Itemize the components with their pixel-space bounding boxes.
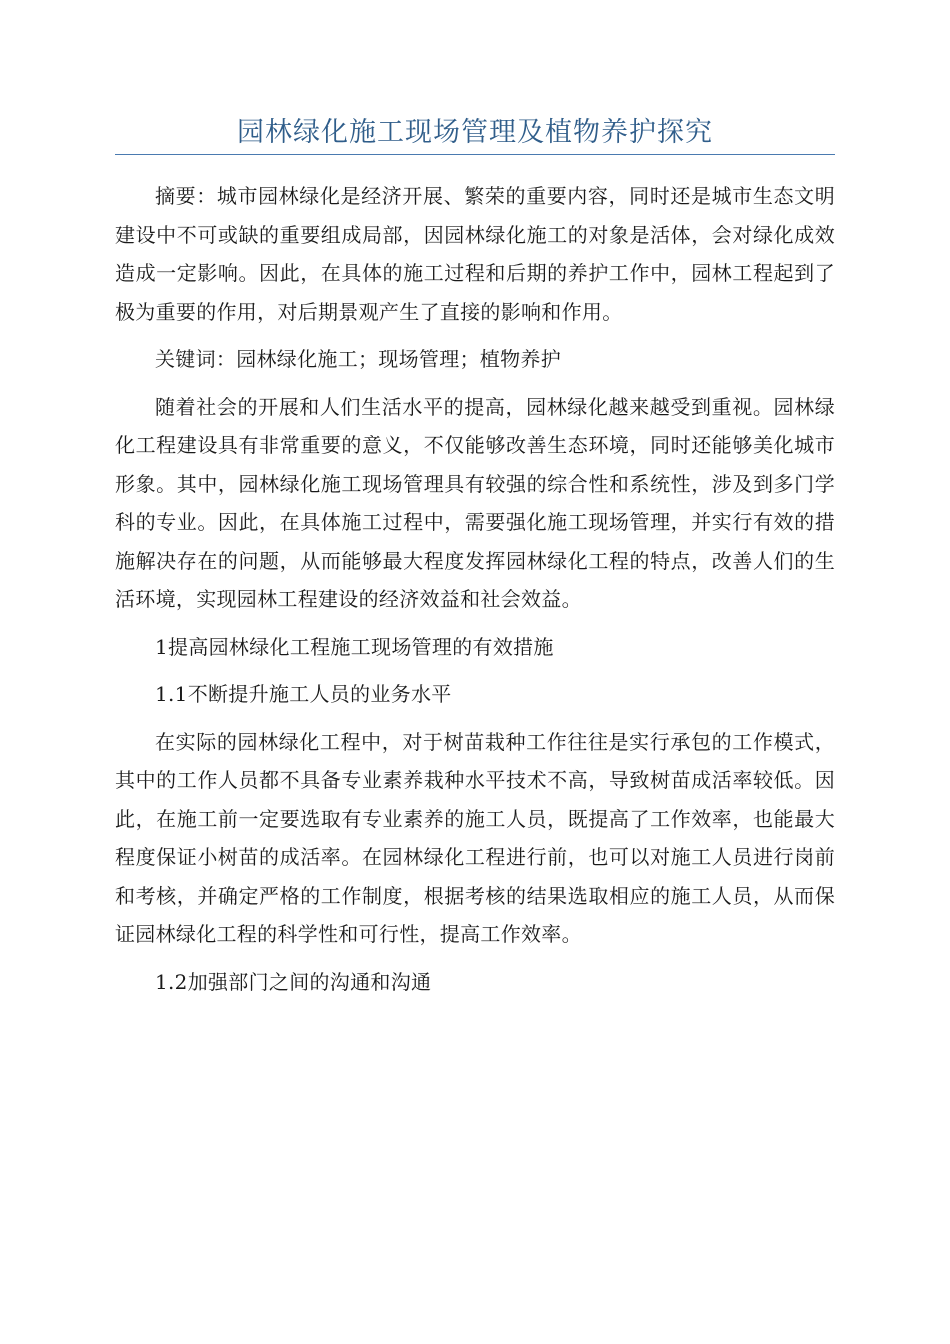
section-heading-1: 1提高园林绿化工程施工现场管理的有效措施 xyxy=(155,634,554,659)
subsection-heading-1-1: 1.1不断提升施工人员的业务水平 xyxy=(155,682,452,706)
document-page xyxy=(115,0,835,1001)
document-title: 园林绿化施工现场管理及植物养护探究 xyxy=(115,112,835,155)
abstract-paragraph: 摘要：城市园林绿化是经济开展、繁荣的重要内容，同时还是城市生态文明建设中不可或缺的重要组成局部，因园林绿化施工的对象是活体，会对绿化成效造成一定影响。因此，在具体的施工过程和后期的养护工作中，园林工程起到了极为重要的作用，对后期景观产生了直接的影响和作用。 xyxy=(115,184,835,324)
body-paragraph-1-1: 在实际的园林绿化工程中，对于树苗栽种工作往往是实行承包的工作模式，其中的工作人员都不具备专业素养栽种水平技术不高，导致树苗成活率较低。因此，在施工前一定要选取有专业素养的施工人员，既提高了工作效率，也能最大程度保证小树苗的成活率。在园林绿化工程进行前，也可以对施工人员进行岗前和考核，并确定严格的工作制度，根据考核的结果选取相应的施工人员，从而保证园林绿化工程的科学性和可行性，提高工作效率。 xyxy=(115,729,835,946)
intro-paragraph: 随着社会的开展和人们生活水平的提高，园林绿化越来越受到重视。园林绿化工程建设具有非常重要的意义，不仅能够改善生态环境，同时还能够美化城市形象。其中，园林绿化施工现场管理具有较强的综合性和系统性，涉及到多门学科的专业。因此，在具体施工过程中，需要强化施工现场管理，并实行有效的措施解决存在的问题，从而能够最大程度发挥园林绿化工程的特点，改善人们的生活环境，实现园林工程建设的经济效益和社会效益。 xyxy=(115,394,835,611)
keywords-paragraph: 关键词：园林绿化施工；现场管理；植物养护 xyxy=(155,347,561,371)
subsection-heading-1-2: 1.2加强部门之间的沟通和沟通 xyxy=(155,969,432,994)
